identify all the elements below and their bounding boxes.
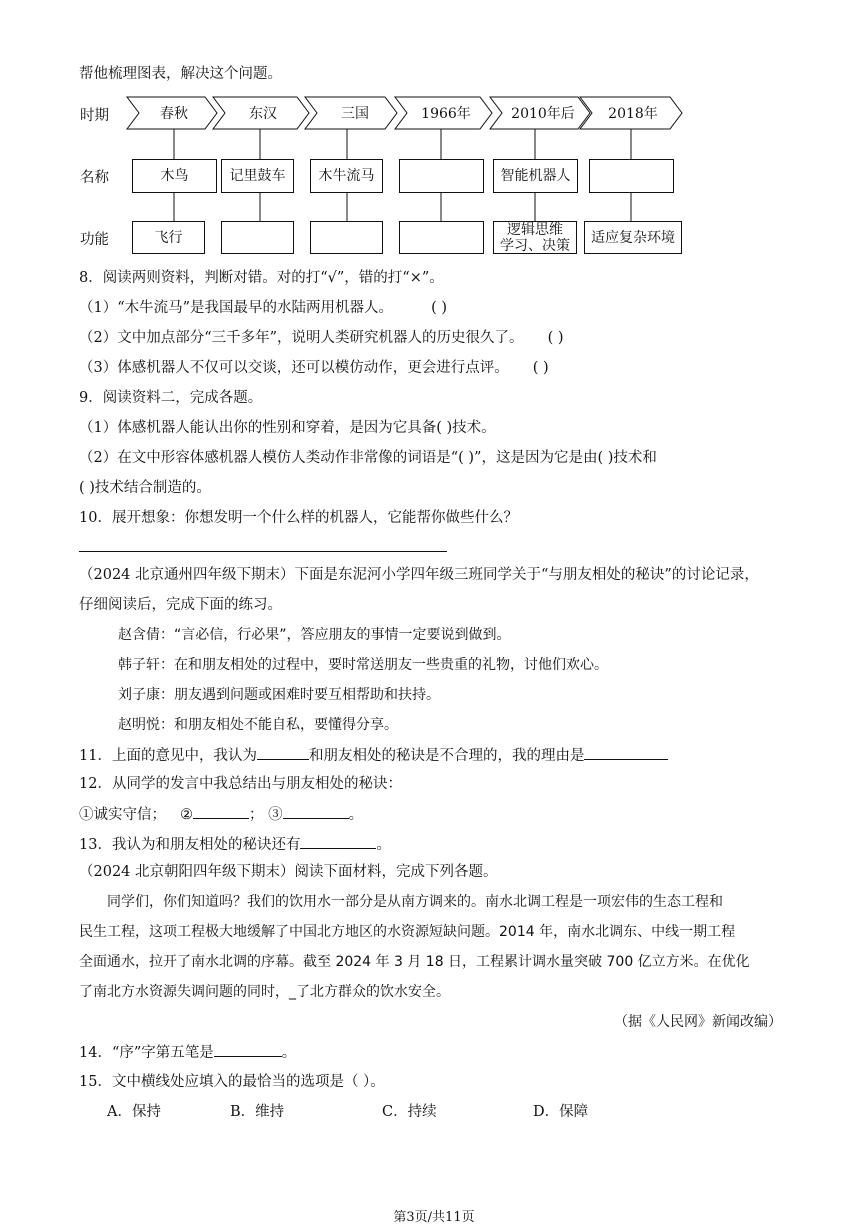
name-text-2: 记里鼓车 — [229, 168, 286, 184]
passage2-header-2: 仔细阅读后，完成下面的练习。 — [79, 597, 282, 613]
passage3-line-3: 全面通水，拉开了南水北调的序幕。截至 2024 年 3 月 18 日，工程累计调水量突破 700 亿立方米。在优化 — [79, 954, 750, 970]
passage3-line-2: 民生工程，这项工程极大地缓解了中国北方地区的水资源短缺问题。2014 年，南水北调东、中线一期工程 — [79, 924, 736, 940]
q11: 11．上面的意见中，我认为 和朋友相处的秘诀是不合理的，我的理由是 — [79, 745, 668, 766]
row-label-period: 时期 — [80, 108, 109, 124]
q9-item-2a: （2）在文中形容体感机器人模仿人类动作非常像的词语是“( )”，这是因为它是由( )技术和 — [79, 450, 657, 466]
period-label-5: 2010年后 — [511, 106, 575, 122]
intro-text: 帮他梳理图表，解决这个问题。 — [79, 66, 282, 82]
function-text-5-line1: 逻辑思维 — [507, 221, 563, 238]
q14: 14．“序”字第五笔是 。 — [79, 1042, 296, 1063]
period-label-6: 2018年 — [608, 106, 658, 122]
page-number: 第3页/共11页 — [393, 1210, 475, 1225]
row-label-name: 名称 — [80, 170, 109, 186]
q9-title: 9．阅读资料二，完成各题。 — [79, 390, 263, 406]
q15-option-a[interactable]: A．保持 — [107, 1104, 161, 1120]
discussion-line-3: 刘子康：朋友遇到问题或困难时要互相帮助和扶持。 — [118, 687, 440, 703]
function-box-2[interactable] — [221, 221, 294, 254]
passage3-header: （2024 北京朝阳四年级下期末）阅读下面材料，完成下列各题。 — [79, 864, 498, 880]
q12-items: ①诚实守信； ② ； ③ 。 — [79, 804, 363, 825]
period-label-4: 1966年 — [421, 106, 471, 122]
name-text-1: 木鸟 — [160, 168, 189, 184]
function-text-6: 适应复杂环境 — [591, 229, 675, 246]
discussion-line-2: 韩子轩：在和朋友相处的过程中，要时常送朋友一些贵重的礼物，讨他们欢心。 — [118, 657, 608, 673]
q9-item-2b: ( )技术结合制造的。 — [79, 480, 211, 496]
name-box-5 — [493, 159, 578, 193]
name-box-6[interactable] — [589, 159, 674, 193]
name-text-5: 智能机器人 — [500, 168, 571, 184]
function-box-3[interactable] — [310, 221, 383, 254]
discussion-line-1: 赵含倩：“言必信，行必果”，答应朋友的事情一定要说到做到。 — [118, 627, 511, 643]
q8-item-1: （1）“木牛流马”是我国最早的水陆两用机器人。 ( ) — [79, 300, 447, 316]
passage3-line-4: 了南北方水资源失调问题的同时，_了北方群众的饮水安全。 — [79, 984, 450, 1000]
q12-title: 12．从同学的发言中我总结出与朋友相处的秘诀： — [79, 776, 402, 792]
function-box-1 — [132, 221, 205, 254]
q8-item-3: （3）体感机器人不仅可以交谈，还可以模仿动作，更会进行点评。 ( ) — [79, 360, 549, 376]
name-text-3: 木牛流马 — [318, 168, 375, 184]
passage3-source: （据《人民网》新闻改编） — [614, 1014, 782, 1030]
function-text-1: 飞行 — [154, 229, 183, 246]
q13-blank[interactable] — [300, 834, 376, 849]
q10-title: 10．展开想象：你想发明一个什么样的机器人，它能帮你做些什么？ — [79, 510, 518, 526]
q12-blank-1[interactable] — [193, 804, 249, 819]
q13: 13．我认为和朋友相处的秘诀还有 。 — [79, 834, 391, 855]
period-label-1: 春秋 — [160, 106, 188, 122]
q8-item-2: （2）文中加点部分“三千多年”，说明人类研究机器人的历史很久了。 ( ) — [79, 330, 564, 346]
q10-answer-line[interactable] — [79, 551, 447, 552]
q8-answer-3[interactable]: ( ) — [532, 360, 549, 376]
q9-item-1: （1）体感机器人能认出你的性别和穿着，是因为它具备( )技术。 — [79, 420, 496, 436]
name-box-4[interactable] — [399, 159, 484, 193]
q15-option-b[interactable]: B．维持 — [230, 1104, 285, 1120]
q8-answer-2[interactable]: ( ) — [547, 330, 564, 346]
passage2-header-1: （2024 北京通州四年级下期末）下面是东泥河小学四年级三班同学关于“与朋友相处的秘诀”的讨论记录， — [79, 567, 759, 583]
name-box-1 — [132, 159, 217, 193]
q8-answer-1[interactable]: ( ) — [431, 300, 447, 316]
q11-blank-2[interactable] — [584, 745, 668, 760]
q11-blank-1[interactable] — [257, 745, 309, 760]
q8-title: 8．阅读两则资料，判断对错。对的打“√”，错的打“×”。 — [79, 270, 444, 286]
q15-option-c[interactable]: C．持续 — [382, 1104, 437, 1120]
period-label-3: 三国 — [341, 106, 369, 122]
name-box-2 — [221, 159, 294, 193]
q12-blank-2[interactable] — [283, 804, 349, 819]
timeline-diagram — [0, 0, 868, 270]
function-text-5-line2: 学习、决策 — [500, 237, 570, 254]
q15-option-d[interactable]: D．保障 — [533, 1104, 589, 1120]
row-label-function: 功能 — [80, 232, 109, 248]
function-box-5 — [493, 221, 577, 254]
discussion-line-4: 赵明悦：和朋友相处不能自私，要懂得分享。 — [118, 717, 398, 733]
name-box-3 — [310, 159, 383, 193]
function-box-4[interactable] — [399, 221, 484, 254]
q14-blank[interactable] — [214, 1042, 282, 1057]
passage3-line-1: 同学们，你们知道吗？我们的饮用水一部分是从南方调来的。南水北调工程是一项宏伟的生态工程和 — [107, 894, 723, 910]
function-box-6 — [584, 221, 682, 254]
period-label-2: 东汉 — [249, 106, 277, 122]
q15-title: 15．文中横线处应填入的最恰当的选项是（ ）。 — [79, 1074, 385, 1090]
